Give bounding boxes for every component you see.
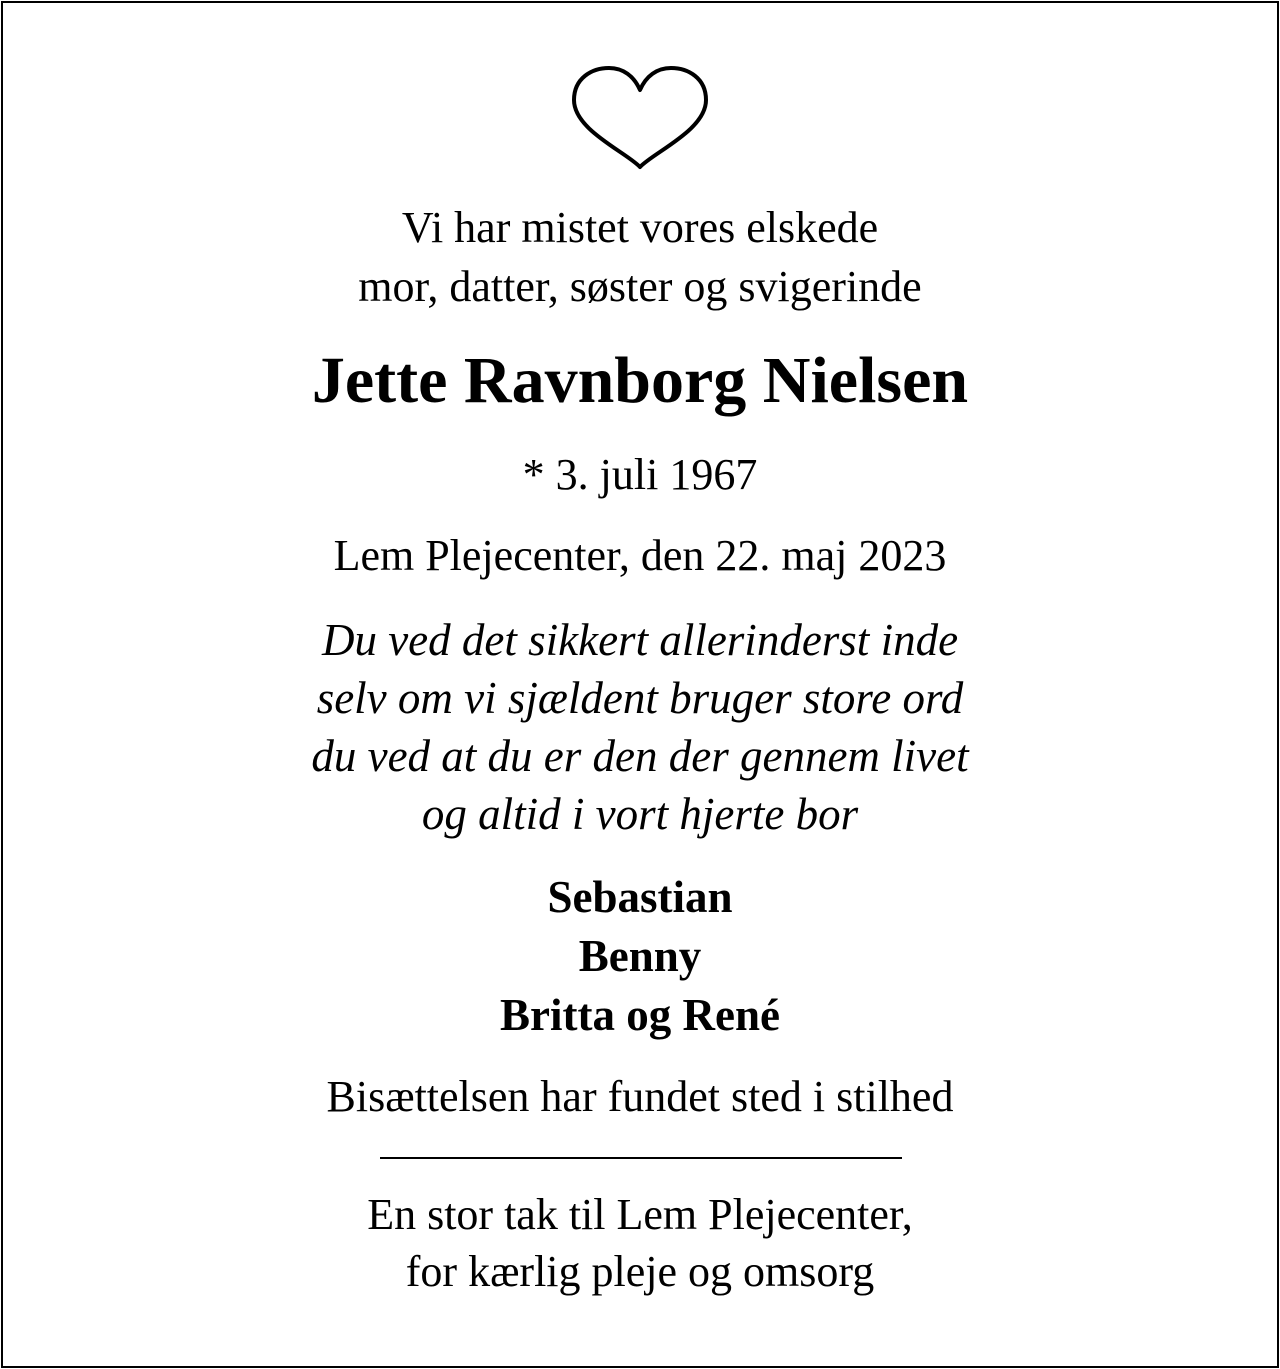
verse-line-2: selv om vi sjældent bruger store ord [316, 673, 964, 723]
intro-line-1: Vi har mistet vores elskede [401, 203, 879, 252]
verse-line-4: og altid i vort hjerte bor [421, 789, 859, 839]
heart-outline-icon [566, 64, 714, 170]
funeral-note: Bisættelsen har fundet sted i stilhed [326, 1072, 954, 1121]
intro-line-2: mor, datter, søster og svigerinde [358, 262, 922, 311]
thanks-line-2: for kærlig pleje og omsorg [405, 1247, 875, 1296]
verse-line-1: Du ved det sikkert allerinderst inde [321, 615, 959, 665]
birth-date: * 3. juli 1967 [522, 450, 758, 499]
deceased-name: Jette Ravnborg Nielsen [311, 344, 969, 417]
signatory-1: Sebastian [547, 872, 733, 922]
signatory-2: Benny [578, 931, 702, 981]
verse-line-3: du ved at du er den der gennem livet [311, 731, 969, 781]
thanks-line-1: En stor tak til Lem Plejecenter, [367, 1190, 913, 1239]
divider-line [380, 1157, 902, 1159]
death-place-date: Lem Plejecenter, den 22. maj 2023 [333, 531, 947, 580]
signatory-3: Britta og René [500, 990, 780, 1040]
